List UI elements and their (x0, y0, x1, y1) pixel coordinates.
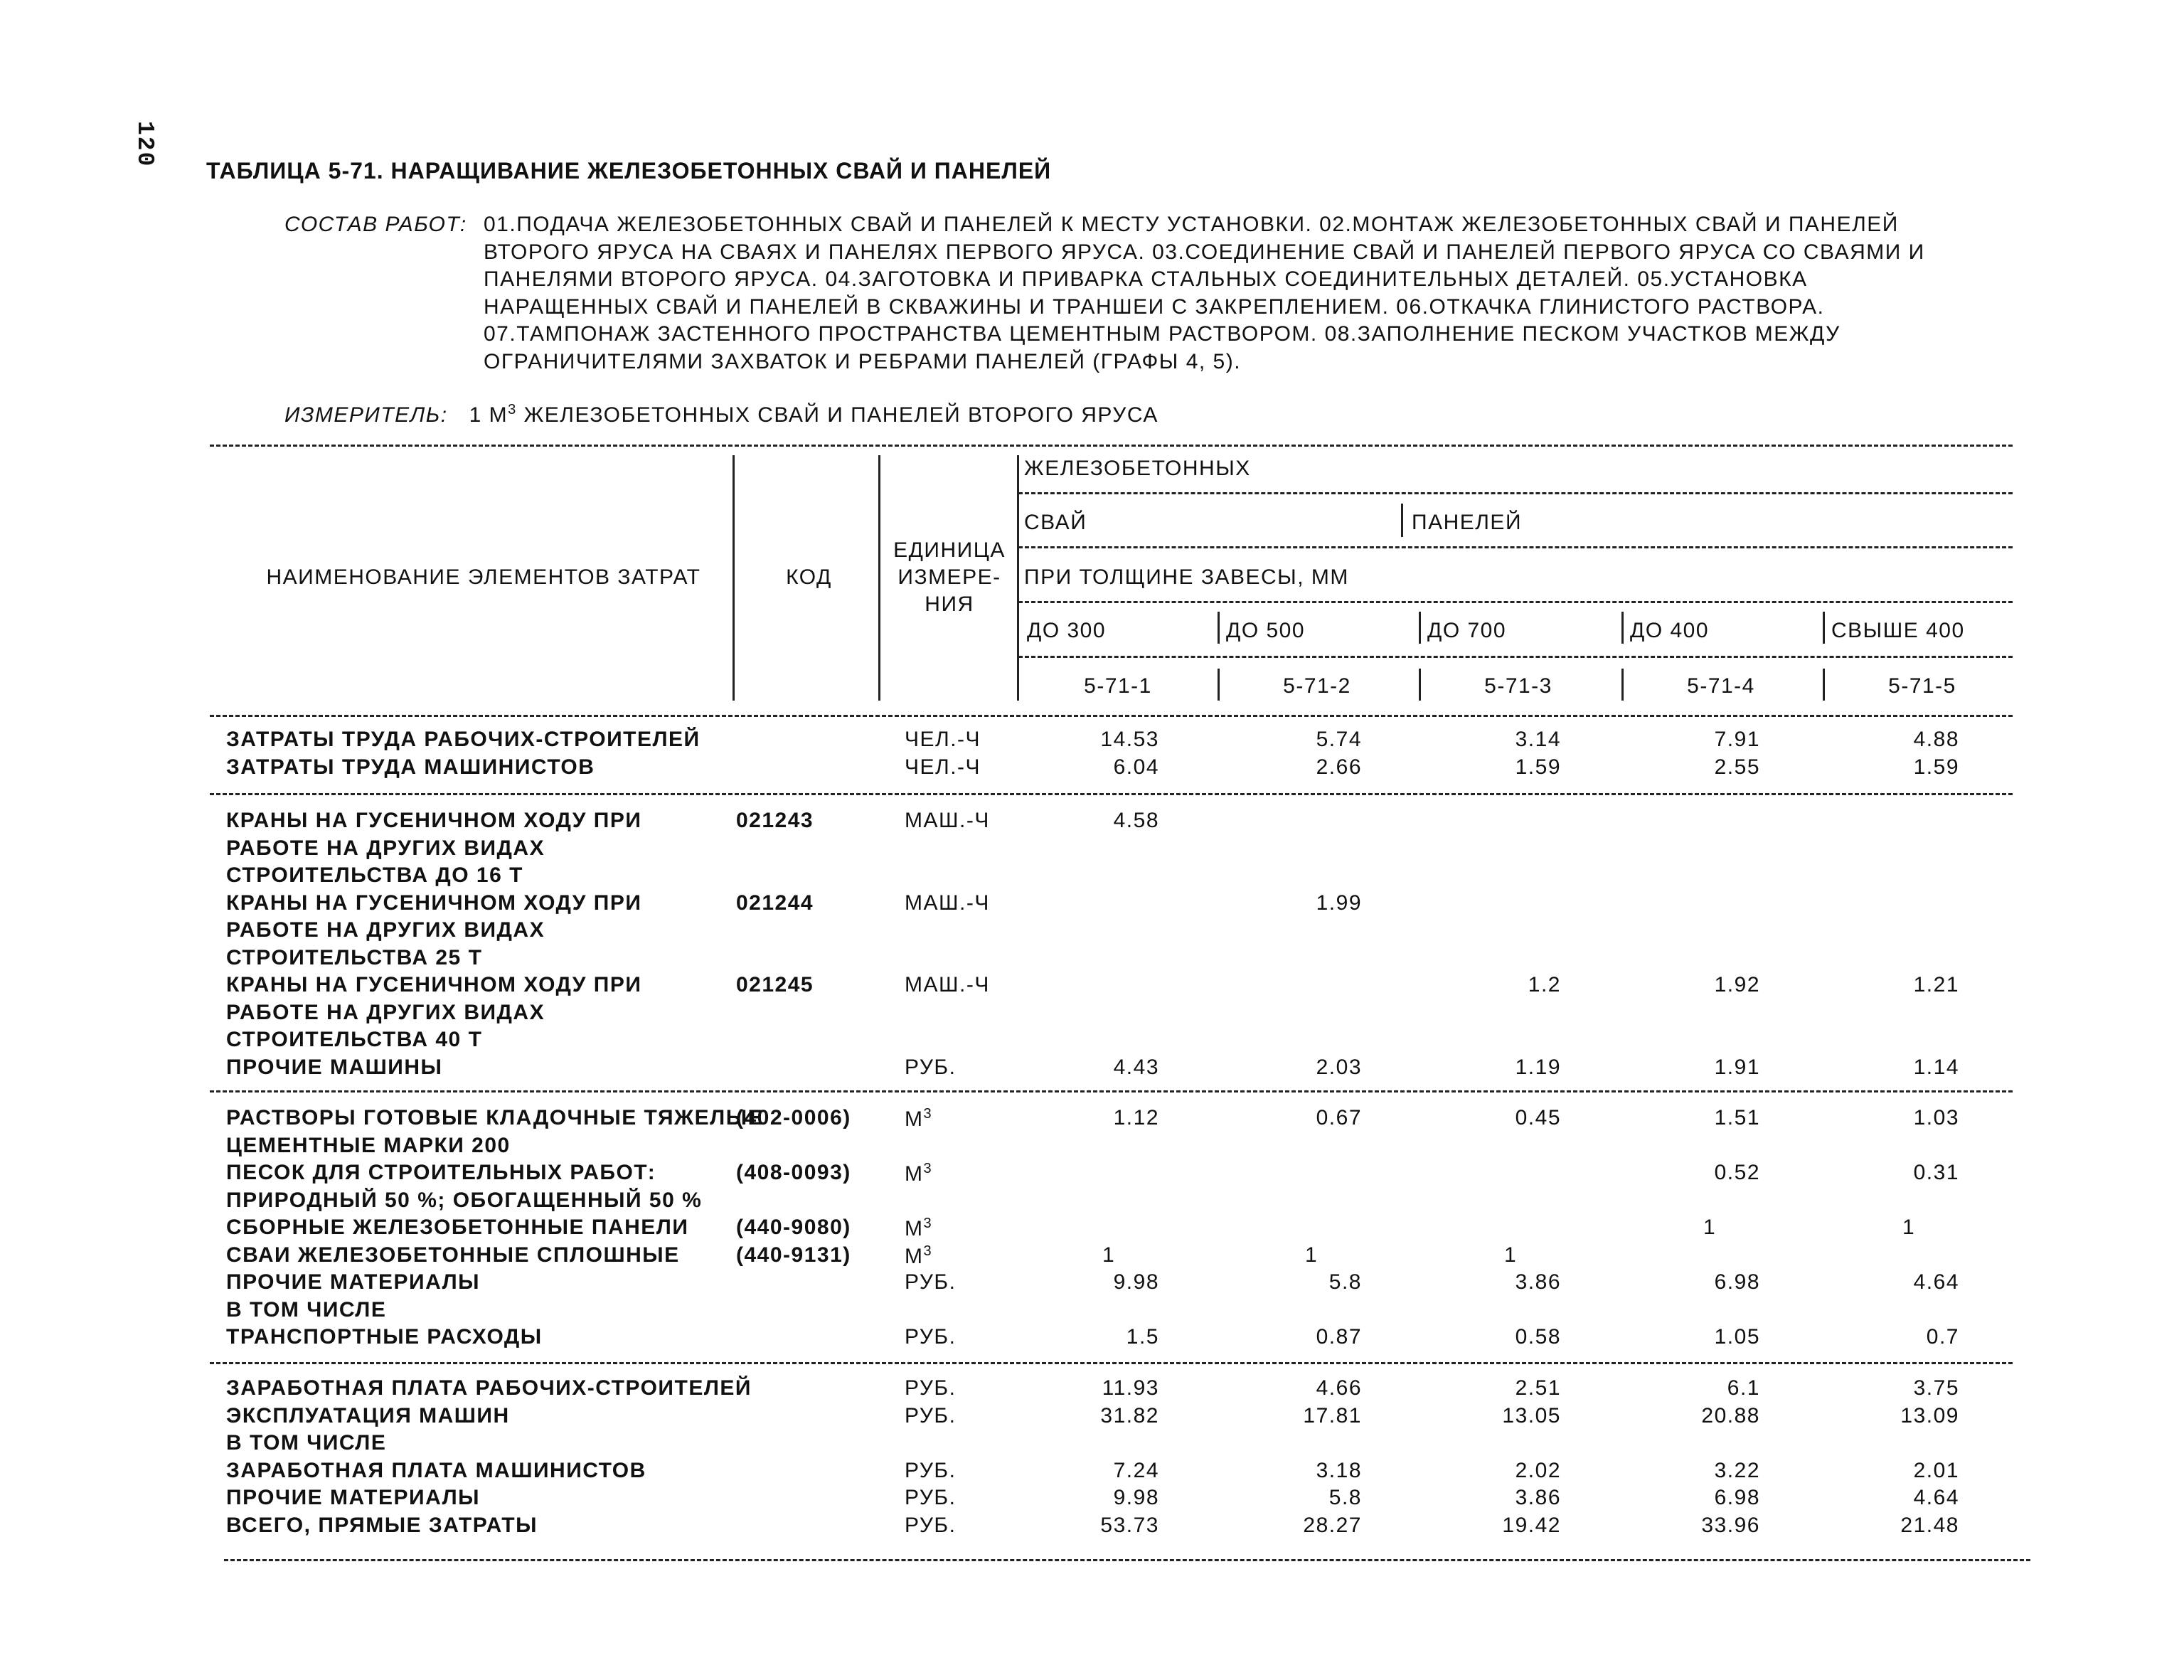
work-text (484, 211, 1991, 376)
row-name: ВСЕГО, ПРЯМЫЕ ЗАТРАТЫ (226, 1513, 538, 1537)
row-name: ЗАРАБОТНАЯ ПЛАТА МАШИНИСТОВ (226, 1458, 646, 1482)
row-name: РАБОТЕ НА ДРУГИХ ВИДАХ (226, 918, 545, 942)
row-name: ТРАНСПОРТНЫЕ РАСХОДЫ (226, 1325, 543, 1349)
row-value: 3.14 (1515, 728, 1561, 751)
header-panels: ПАНЕЛЕЙ (1412, 511, 1523, 534)
header-group: ЖЕЛЕЗОБЕТОННЫХ (1024, 457, 1251, 480)
row-name: РАСТВОРЫ ГОТОВЫЕ КЛАДОЧНЫЕ ТЯЖЕЛЫЕ (226, 1106, 764, 1129)
header-top-rule (210, 445, 2013, 447)
column-separator (733, 455, 735, 701)
work-line: НАРАЩЕННЫХ СВАЙ И ПАНЕЛЕЙ В СКВАЖИНЫ И ТРАНШЕИ С ЗАКРЕПЛЕНИЕМ. 06.ОТКАЧКА ГЛИНИСТОГО РАСТВОРА. (484, 294, 1825, 319)
row-value: 9.98 (1113, 1270, 1159, 1294)
row-value: 2.55 (1714, 755, 1760, 779)
row-unit: МАШ.-Ч (905, 973, 990, 996)
header-unit: ИЗМЕРЕ- (897, 565, 1001, 589)
row-value: 5.8 (1328, 1270, 1362, 1294)
row-name: СВАИ ЖЕЛЕЗОБЕТОННЫЕ СПЛОШНЫЕ (226, 1243, 680, 1267)
row-value: 19.42 (1502, 1513, 1561, 1537)
row-value: 0.45 (1515, 1106, 1561, 1129)
row-unit: ЧЕЛ.-Ч (905, 728, 981, 751)
row-name: СТРОИТЕЛЬСТВА 25 Т (226, 945, 483, 969)
row-name: ПЕСОК ДЛЯ СТРОИТЕЛЬНЫХ РАБОТ: (226, 1161, 656, 1184)
column-separator (1419, 612, 1421, 644)
row-value: 53.73 (1100, 1513, 1159, 1537)
header-code-ref: 5-71-4 (1687, 674, 1755, 698)
row-unit: МАШ.-Ч (905, 890, 990, 915)
column-separator (878, 455, 880, 701)
row-code: (440-9131) (736, 1243, 851, 1267)
header-range: ДО 400 (1630, 619, 1710, 642)
row-name: ЗАРАБОТНАЯ ПЛАТА РАБОЧИХ-СТРОИТЕЛЕЙ (226, 1376, 752, 1400)
row-value: 4.88 (1913, 728, 1959, 751)
row-value: 6.98 (1714, 1270, 1760, 1294)
row-value: 1.03 (1913, 1106, 1959, 1129)
row-name: РАБОТЕ НА ДРУГИХ ВИДАХ (226, 1000, 545, 1024)
row-value: 4.58 (1113, 809, 1159, 832)
row-value: 1.2 (1528, 973, 1561, 996)
row-name: ЭКСПЛУАТАЦИЯ МАШИН (226, 1403, 510, 1428)
row-value: 3.86 (1515, 1270, 1561, 1294)
work-line: 01.ПОДАЧА ЖЕЛЕЗОБЕТОННЫХ СВАЙ И ПАНЕЛЕЙ К МЕСТУ УСТАНОВКИ. 02.МОНТАЖ ЖЕЛЕЗОБЕТОННЫХ СВАЙ И ПАНЕЛЕЙ (484, 213, 1899, 236)
section-rule (210, 1090, 2013, 1092)
row-value: 14.53 (1100, 728, 1159, 751)
row-value: 4.66 (1316, 1376, 1362, 1400)
header-range: ДО 700 (1427, 619, 1507, 642)
row-value: 2.02 (1515, 1458, 1561, 1482)
row-name: КРАНЫ НА ГУСЕНИЧНОМ ХОДУ ПРИ (226, 809, 642, 832)
row-value: 3.22 (1714, 1458, 1760, 1482)
row-value: 1.19 (1515, 1055, 1561, 1079)
row-value: 1.12 (1113, 1106, 1159, 1129)
row-value: 2.03 (1316, 1055, 1362, 1079)
row-value: 1 (1305, 1243, 1319, 1267)
row-unit: РУБ. (905, 1403, 957, 1428)
row-value: 1.91 (1714, 1055, 1760, 1079)
row-code: (408-0093) (736, 1161, 851, 1184)
work-composition (284, 211, 1991, 376)
header-code-ref: 5-71-1 (1084, 674, 1152, 698)
row-value: 4.64 (1913, 1486, 1959, 1509)
row-value: 5.74 (1316, 728, 1362, 751)
row-unit: РУБ. (905, 1486, 957, 1509)
row-value: 33.96 (1701, 1513, 1760, 1537)
column-separator (1218, 612, 1220, 644)
measure-unit (284, 402, 1158, 427)
row-name: ПРИРОДНЫЙ 50 %; ОБОГАЩЕННЫЙ 50 % (226, 1188, 703, 1212)
table-title: ТАБЛИЦА 5-71. НАРАЩИВАНИЕ ЖЕЛЕЗОБЕТОННЫХ СВАЙ И ПАНЕЛЕЙ (206, 158, 1052, 184)
column-separator (1621, 612, 1624, 644)
column-separator (1401, 504, 1403, 537)
row-value: 2.66 (1316, 755, 1362, 779)
row-unit: $М^3$ (905, 1216, 933, 1240)
row-unit: $М^3$ (905, 1106, 933, 1131)
row-code: (402-0006) (736, 1106, 851, 1129)
row-unit: РУБ. (905, 1055, 957, 1079)
row-name: ПРОЧИЕ МАТЕРИАЛЫ (226, 1270, 481, 1294)
row-unit: РУБ. (905, 1376, 957, 1400)
section-rule (210, 1362, 2013, 1364)
row-name: ПРОЧИЕ МАШИНЫ (226, 1055, 443, 1079)
row-unit: РУБ. (905, 1458, 957, 1482)
row-name: СБОРНЫЕ ЖЕЛЕЗОБЕТОННЫЕ ПАНЕЛИ (226, 1216, 689, 1239)
row-value: 1.14 (1913, 1055, 1959, 1079)
row-value: 5.8 (1328, 1486, 1362, 1509)
row-value: 0.7 (1926, 1325, 1959, 1349)
row-unit: РУБ. (905, 1270, 957, 1294)
row-name: СТРОИТЕЛЬСТВА ДО 16 Т (226, 863, 523, 887)
row-code: 021243 (736, 809, 814, 832)
row-name: В ТОМ ЧИСЛЕ (226, 1297, 387, 1322)
dashed-rule (1018, 492, 2013, 494)
row-value: 1.92 (1714, 973, 1760, 996)
work-line: ОГРАНИЧИТЕЛЯМИ ЗАХВАТОК И РЕБРАМИ ПАНЕЛЕЙ (ГРАФЫ 4, 5). (484, 349, 1242, 373)
row-name: КРАНЫ НА ГУСЕНИЧНОМ ХОДУ ПРИ (226, 973, 642, 996)
measure-text: 1 $М^3$ ЖЕЛЕЗОБЕТОННЫХ СВАЙ И ПАНЕЛЕЙ ВТОРОГО ЯРУСА (469, 402, 1158, 427)
row-unit: РУБ. (905, 1325, 957, 1349)
header-range: ДО 300 (1027, 619, 1107, 642)
row-value: 1 (1504, 1243, 1518, 1267)
row-name: ПРОЧИЕ МАТЕРИАЛЫ (226, 1486, 481, 1509)
row-value: 6.98 (1714, 1486, 1760, 1509)
section-rule (210, 793, 2013, 795)
header-thickness: ПРИ ТОЛЩИНЕ ЗАВЕСЫ, ММ (1024, 565, 1349, 589)
row-value: 20.88 (1701, 1403, 1760, 1428)
row-value: 2.51 (1515, 1376, 1561, 1400)
row-value: 4.64 (1913, 1270, 1959, 1294)
header-unit: НИЯ (925, 592, 974, 616)
row-value: 0.67 (1316, 1106, 1362, 1129)
row-name: В ТОМ ЧИСЛЕ (226, 1431, 387, 1455)
row-value: 1.99 (1316, 890, 1362, 915)
header-code: КОД (786, 565, 832, 589)
header-bottom-rule (210, 715, 2013, 717)
row-value: 3.18 (1316, 1458, 1362, 1482)
row-name: КРАНЫ НА ГУСЕНИЧНОМ ХОДУ ПРИ (226, 890, 642, 915)
column-separator (1823, 612, 1825, 644)
row-value: 0.87 (1316, 1325, 1362, 1349)
row-value: 31.82 (1100, 1403, 1159, 1428)
row-name: ЦЕМЕНТНЫЕ МАРКИ 200 (226, 1133, 511, 1157)
row-value: 7.24 (1113, 1458, 1159, 1482)
row-unit: ЧЕЛ.-Ч (905, 755, 981, 779)
row-value: 1.5 (1126, 1325, 1159, 1349)
work-label: СОСТАВ РАБОТ: (284, 213, 467, 236)
row-code: (440-9080) (736, 1216, 851, 1239)
work-line: ВТОРОГО ЯРУСА НА СВАЯХ И ПАНЕЛЯХ ПЕРВОГО ЯРУСА. 03.СОЕДИНЕНИЕ СВАЙ И ПАНЕЛЕЙ ПЕРВОГО ЯРУСА СО СВАЯМИ И (484, 240, 1925, 264)
row-value: 1.59 (1913, 755, 1959, 779)
row-value: 13.05 (1502, 1403, 1561, 1428)
dashed-rule (1018, 601, 2013, 603)
row-value: 17.81 (1303, 1403, 1362, 1428)
row-value: 1 (1102, 1243, 1116, 1267)
row-value: 1.59 (1515, 755, 1561, 779)
row-value: 1 (1902, 1216, 1916, 1239)
row-value: 0.52 (1714, 1161, 1760, 1184)
row-value: 1.21 (1913, 973, 1959, 996)
row-value: 11.93 (1102, 1376, 1159, 1400)
row-value: 7.91 (1714, 728, 1760, 751)
header-code-ref: 5-71-2 (1283, 674, 1351, 698)
row-value: 4.43 (1113, 1055, 1159, 1079)
row-name: ЗАТРАТЫ ТРУДА МАШИНИСТОВ (226, 755, 595, 779)
work-line: ПАНЕЛЯМИ ВТОРОГО ЯРУСА. 04.ЗАГОТОВКА И ПРИВАРКА СТАЛЬНЫХ СОЕДИНИТЕЛЬНЫХ ДЕТАЛЕЙ. 05.УСТАНОВКА (484, 267, 1808, 291)
row-name: РАБОТЕ НА ДРУГИХ ВИДАХ (226, 836, 545, 860)
header-code-ref: 5-71-5 (1888, 674, 1956, 698)
header-range: ДО 500 (1226, 619, 1306, 642)
dashed-rule (1018, 656, 2013, 658)
row-value: 1.05 (1714, 1325, 1760, 1349)
row-value: 21.48 (1900, 1513, 1959, 1537)
row-unit: $М^3$ (905, 1161, 933, 1186)
row-value: 2.01 (1913, 1458, 1959, 1482)
row-name: ЗАТРАТЫ ТРУДА РАБОЧИХ-СТРОИТЕЛЕЙ (226, 728, 701, 751)
header-range: СВЫШЕ 400 (1831, 619, 1965, 642)
header-name: НАИМЕНОВАНИЕ ЭЛЕМЕНТОВ ЗАТРАТ (266, 565, 701, 589)
row-unit: РУБ. (905, 1513, 957, 1537)
row-value: 0.31 (1913, 1161, 1959, 1184)
row-value: 6.04 (1113, 755, 1159, 779)
header-code-ref: 5-71-3 (1484, 674, 1552, 698)
row-value: 3.75 (1913, 1376, 1959, 1400)
row-code: 021244 (736, 890, 814, 915)
header-piles: СВАЙ (1024, 511, 1087, 534)
row-unit: $М^3$ (905, 1243, 933, 1268)
dashed-rule (1018, 546, 2013, 548)
row-value: 13.09 (1900, 1403, 1959, 1428)
work-line: 07.ТАМПОНАЖ ЗАСТЕННОГО ПРОСТРАНСТВА ЦЕМЕНТНЫМ РАСТВОРОМ. 08.ЗАПОЛНЕНИЕ ПЕСКОМ УЧАСТКОВ МЕЖДУ (484, 322, 1841, 346)
measure-label: ИЗМЕРИТЕЛЬ: (284, 403, 448, 427)
row-value: 1.51 (1714, 1106, 1760, 1129)
row-value: 9.98 (1113, 1486, 1159, 1509)
row-unit: МАШ.-Ч (905, 809, 990, 832)
row-value: 6.1 (1727, 1376, 1760, 1400)
header-unit: ЕДИНИЦА (893, 538, 1006, 562)
row-value: 0.58 (1515, 1325, 1561, 1349)
row-value: 1 (1703, 1216, 1717, 1239)
row-code: 021245 (736, 973, 814, 996)
page-number: 120 (132, 121, 158, 168)
table-bottom-rule (224, 1559, 2030, 1561)
row-value: 3.86 (1515, 1486, 1561, 1509)
row-value: 28.27 (1303, 1513, 1362, 1537)
row-name: СТРОИТЕЛЬСТВА 40 Т (226, 1028, 483, 1051)
